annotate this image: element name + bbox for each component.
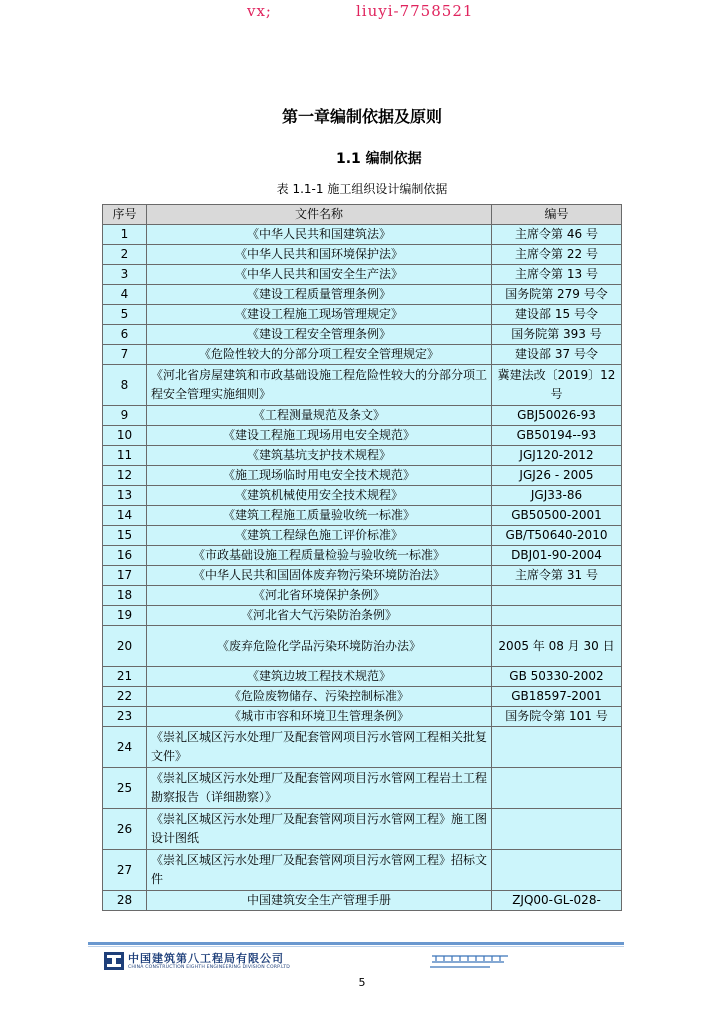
table-row <box>103 265 622 285</box>
row-name: 《市政基础设施工程质量检验与验收统一标准》 <box>147 546 492 566</box>
row-no: 28 <box>103 891 147 911</box>
table-row <box>103 687 622 707</box>
row-no: 7 <box>103 345 147 365</box>
table-row <box>103 305 622 325</box>
row-code: DBJ01-90-2004 <box>492 546 622 566</box>
row-no: 15 <box>103 526 147 546</box>
row-code: 主席令第 22 号 <box>492 245 622 265</box>
table-row <box>103 768 622 809</box>
row-code: 国务院第 279 号令 <box>492 285 622 305</box>
row-code: JGJ26 - 2005 <box>492 466 622 486</box>
row-no: 22 <box>103 687 147 707</box>
basis-table <box>102 204 622 911</box>
row-code: GBJ50026-93 <box>492 406 622 426</box>
row-code: GB50194--93 <box>492 426 622 446</box>
section-title: 1.1 编制依据 <box>336 151 422 167</box>
table-header-row <box>103 205 622 225</box>
row-name: 《中华人民共和国建筑法》 <box>147 225 492 245</box>
table-row <box>103 365 622 406</box>
row-name: 《工程测量规范及条文》 <box>147 406 492 426</box>
company-name-cn: 中国建筑第八工程局有限公司 <box>128 952 284 965</box>
row-code <box>492 586 622 606</box>
row-code: GB 50330-2002 <box>492 667 622 687</box>
row-name: 《建设工程安全管理条例》 <box>147 325 492 345</box>
header-code: 编号 <box>492 205 622 225</box>
footer-divider-thin <box>88 946 624 947</box>
row-name: 《中华人民共和国安全生产法》 <box>147 265 492 285</box>
row-no: 3 <box>103 265 147 285</box>
row-name: 《中华人民共和国固体废弃物污染环境防治法》 <box>147 566 492 586</box>
table-row <box>103 626 622 667</box>
row-code: JGJ120-2012 <box>492 446 622 466</box>
table-row <box>103 707 622 727</box>
row-name: 《建筑工程施工质量验收统一标准》 <box>147 506 492 526</box>
table-row <box>103 606 622 626</box>
row-no: 24 <box>103 727 147 768</box>
table-row <box>103 225 622 245</box>
row-no: 5 <box>103 305 147 325</box>
table-row <box>103 506 622 526</box>
row-no: 13 <box>103 486 147 506</box>
row-name: 《危险废物储存、污染控制标准》 <box>147 687 492 707</box>
table-row <box>103 546 622 566</box>
watermark <box>0 2 724 22</box>
row-name: 《建设工程施工现场用电安全规范》 <box>147 426 492 446</box>
table-row <box>103 526 622 546</box>
row-code <box>492 809 622 850</box>
row-no: 19 <box>103 606 147 626</box>
table-row <box>103 809 622 850</box>
row-name: 《建设工程质量管理条例》 <box>147 285 492 305</box>
watermark-right: liuyi-7758521 <box>356 2 474 20</box>
row-name: 《建筑工程绿色施工评价标准》 <box>147 526 492 546</box>
row-code <box>492 606 622 626</box>
table-row <box>103 406 622 426</box>
row-no: 1 <box>103 225 147 245</box>
header-no: 序号 <box>103 205 147 225</box>
row-code: 2005 年 08 月 30 日 <box>492 626 622 667</box>
row-name: 《废弃危险化学品污染环境防治办法》 <box>147 626 492 667</box>
table-row <box>103 285 622 305</box>
row-no: 27 <box>103 850 147 891</box>
row-code <box>492 850 622 891</box>
row-code: 国务院第 393 号 <box>492 325 622 345</box>
table-row <box>103 566 622 586</box>
row-code: 建设部 15 号令 <box>492 305 622 325</box>
row-code: 建设部 37 号令 <box>492 345 622 365</box>
row-no: 23 <box>103 707 147 727</box>
row-name: 《建筑基坑支护技术规程》 <box>147 446 492 466</box>
row-code: GB/T50640-2010 <box>492 526 622 546</box>
table-row <box>103 850 622 891</box>
row-name: 《崇礼区城区污水处理厂及配套管网项目污水管网工程》招标文件 <box>147 850 492 891</box>
row-name: 《建筑机械使用安全技术规程》 <box>147 486 492 506</box>
table-row <box>103 486 622 506</box>
row-code: 冀建法改〔2019〕12 号 <box>492 365 622 406</box>
chapter-title: 第一章编制依据及原则 <box>281 107 442 126</box>
table-row <box>103 446 622 466</box>
row-no: 2 <box>103 245 147 265</box>
row-code: 主席令第 31 号 <box>492 566 622 586</box>
row-name: 《崇礼区城区污水处理厂及配套管网项目污水管网工程相关批复文件》 <box>147 727 492 768</box>
header-name: 文件名称 <box>147 205 492 225</box>
row-no: 8 <box>103 365 147 406</box>
table-caption: 表 1.1-1 施工组织设计编制依据 <box>276 182 448 196</box>
table-row <box>103 667 622 687</box>
page-number: 5 <box>358 976 366 989</box>
row-no: 4 <box>103 285 147 305</box>
table-row <box>103 325 622 345</box>
footer-wave-icon <box>430 950 510 972</box>
row-no: 20 <box>103 626 147 667</box>
row-name: 《建筑边坡工程技术规范》 <box>147 667 492 687</box>
row-code: GB18597-2001 <box>492 687 622 707</box>
company-logo <box>104 950 314 974</box>
table-row <box>103 245 622 265</box>
table-row <box>103 891 622 911</box>
row-no: 11 <box>103 446 147 466</box>
row-name: 《崇礼区城区污水处理厂及配套管网项目污水管网工程》施工图设计图纸 <box>147 809 492 850</box>
row-name: 《建设工程施工现场管理规定》 <box>147 305 492 325</box>
cscec-logo-icon <box>104 952 124 970</box>
row-code: ZJQ00-GL-028- <box>492 891 622 911</box>
table-row <box>103 586 622 606</box>
table-row <box>103 466 622 486</box>
row-code <box>492 727 622 768</box>
row-no: 21 <box>103 667 147 687</box>
row-no: 9 <box>103 406 147 426</box>
row-no: 10 <box>103 426 147 446</box>
table-row <box>103 345 622 365</box>
watermark-left: vx; <box>247 2 272 20</box>
row-no: 14 <box>103 506 147 526</box>
table-row <box>103 727 622 768</box>
row-name: 中国建筑安全生产管理手册 <box>147 891 492 911</box>
row-code: 主席令第 13 号 <box>492 265 622 285</box>
row-name: 《城市市容和环境卫生管理条例》 <box>147 707 492 727</box>
row-name: 《崇礼区城区污水处理厂及配套管网项目污水管网工程岩土工程勘察报告（详细勘察）》 <box>147 768 492 809</box>
row-no: 16 <box>103 546 147 566</box>
row-code: 主席令第 46 号 <box>492 225 622 245</box>
row-code: GB50500-2001 <box>492 506 622 526</box>
row-code <box>492 768 622 809</box>
row-no: 6 <box>103 325 147 345</box>
row-no: 17 <box>103 566 147 586</box>
row-name: 《河北省大气污染防治条例》 <box>147 606 492 626</box>
row-name: 《危险性较大的分部分项工程安全管理规定》 <box>147 345 492 365</box>
company-name-en: CHINA CONSTRUCTION EIGHTH ENGINEERING DIVISION CORP.LTD <box>128 965 290 970</box>
row-name: 《中华人民共和国环境保护法》 <box>147 245 492 265</box>
row-code: JGJ33-86 <box>492 486 622 506</box>
row-no: 25 <box>103 768 147 809</box>
row-name: 《施工现场临时用电安全技术规范》 <box>147 466 492 486</box>
row-no: 12 <box>103 466 147 486</box>
footer-divider <box>88 942 624 945</box>
row-no: 18 <box>103 586 147 606</box>
row-name: 《河北省环境保护条例》 <box>147 586 492 606</box>
row-name: 《河北省房屋建筑和市政基础设施工程危险性较大的分部分项工程安全管理实施细则》 <box>147 365 492 406</box>
row-code: 国务院令第 101 号 <box>492 707 622 727</box>
table-row <box>103 426 622 446</box>
row-no: 26 <box>103 809 147 850</box>
